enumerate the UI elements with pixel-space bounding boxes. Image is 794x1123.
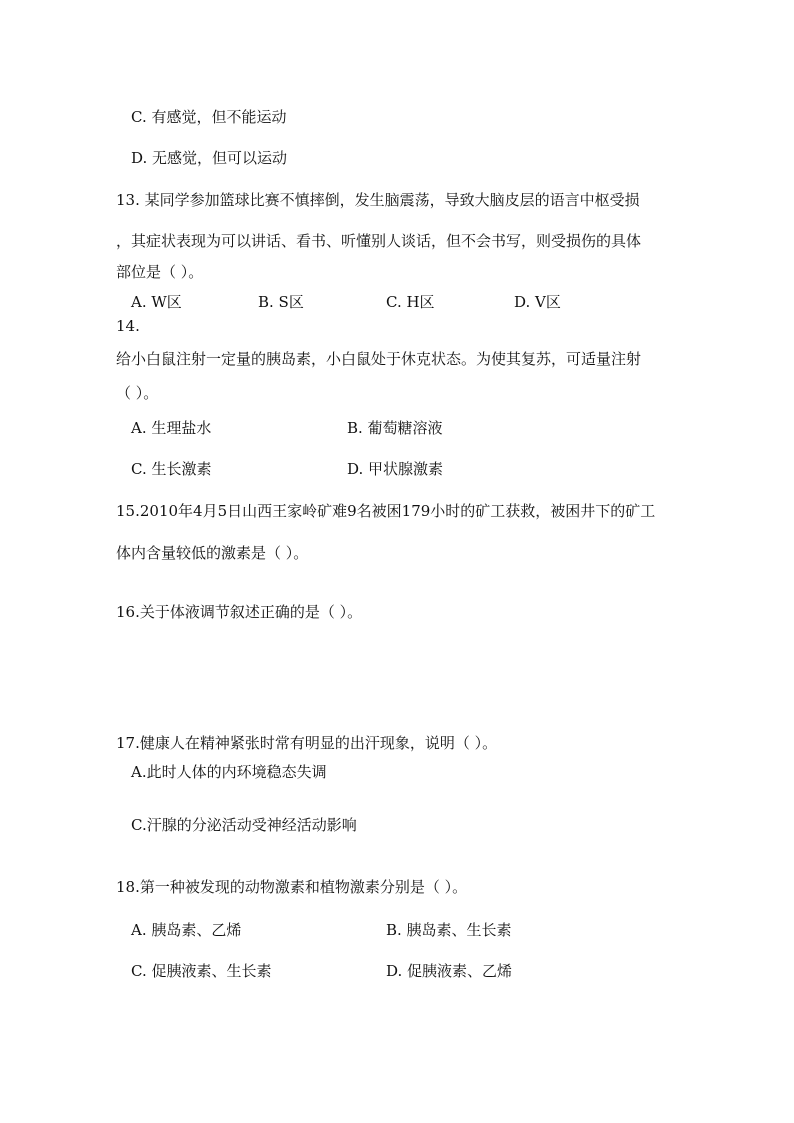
q12-option-c: C. 有感觉，但不能运动: [131, 108, 287, 126]
q13-option-c: C. H区: [386, 293, 435, 311]
q13-stem-line3: 部位是（ ）。: [116, 263, 204, 281]
q14-option-b: B. 葡萄糖溶液: [347, 419, 443, 437]
q13-option-a: A. W区: [131, 293, 182, 311]
q18-option-a: A. 胰岛素、乙烯: [131, 921, 242, 939]
q18-stem-line1: 18.第一种被发现的动物激素和植物激素分别是（ ）。: [116, 878, 468, 896]
q18-option-c: C. 促胰液素、生长素: [131, 962, 272, 980]
q13-stem-line2: ，其症状表现为可以讲话、看书、听懂别人谈话，但不会书写，则受损伤的具体: [116, 232, 642, 250]
q17-stem-line1: 17.健康人在精神紧张时常有明显的出汗现象，说明（ ）。: [116, 734, 498, 752]
q12-option-d: D. 无感觉，但可以运动: [131, 149, 288, 167]
q13-option-d: D. V区: [514, 293, 561, 311]
q13-option-b: B. S区: [258, 293, 304, 311]
q13-stem-line1: 13. 某同学参加篮球比赛不慎摔倒，发生脑震荡，导致大脑皮层的语言中枢受损: [116, 191, 640, 209]
q17-option-c: C.汗腺的分泌活动受神经活动影响: [131, 816, 357, 834]
q15-stem-line1: 15.2010年4月5日山西王家岭矿难9名被困179小时的矿工获救，被困井下的矿工: [116, 502, 656, 520]
q14-option-a: A. 生理盐水: [131, 419, 212, 437]
q14-stem-line1: 给小白鼠注射一定量的胰岛素，小白鼠处于休克状态。为使其复苏，可适量注射: [116, 350, 642, 368]
q14-option-c: C. 生长激素: [131, 460, 212, 478]
q18-option-d: D. 促胰液素、乙烯: [386, 962, 513, 980]
q14-number: 14.: [116, 317, 140, 335]
q18-option-b: B. 胰岛素、生长素: [386, 921, 512, 939]
q17-option-a: A.此时人体的内环境稳态失调: [131, 763, 327, 781]
q16-stem-line1: 16.关于体液调节叙述正确的是（ ）。: [116, 603, 363, 621]
q14-option-d: D. 甲状腺激素: [347, 460, 444, 478]
q15-stem-line2: 体内含量较低的激素是（ ）。: [116, 544, 309, 562]
q14-stem-line2: （ ）。: [116, 384, 159, 402]
